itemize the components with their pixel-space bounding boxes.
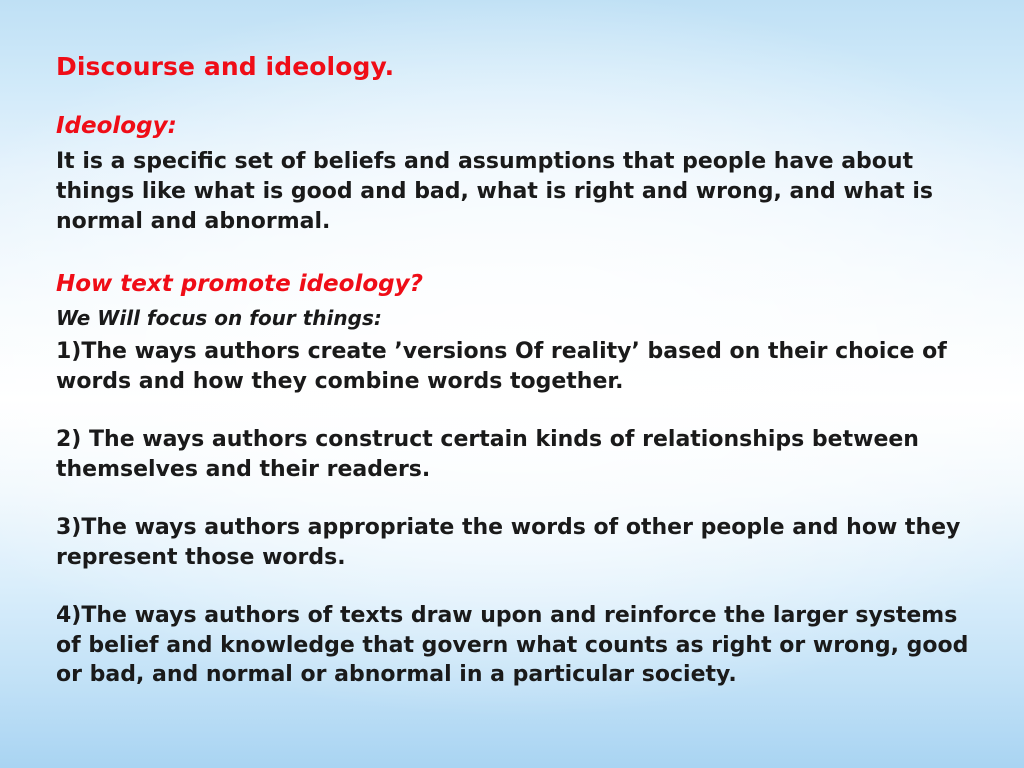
list-item: 2) The ways authors construct certain kinds of relationships between themselves and their readers. xyxy=(56,427,919,482)
spacer xyxy=(56,397,972,425)
section-body-ideology: It is a specific set of beliefs and assumptions that people have about things like what is good and bad, what is right and wrong, and what is normal and abnormal. xyxy=(56,148,934,234)
spacer xyxy=(56,236,972,270)
section-heading-how-text-promote-ideology: How text promote ideology? xyxy=(56,271,423,298)
section-subheading-focus: We Will focus on four things: xyxy=(56,306,382,331)
list-item: 4)The ways authors of texts draw upon and reinforce the larger systems of belief and knowledge that govern what counts as right or wrong, good or bad, and normal or abnormal in a particular society. xyxy=(56,602,969,688)
list-item: 1)The ways authors create ’versions Of reality’ based on their choice of words and how they combine words together. xyxy=(56,339,947,395)
spacer xyxy=(56,573,972,601)
section-heading-ideology: Ideology: xyxy=(56,113,177,139)
slide-content xyxy=(56,52,972,690)
list-item: 3)The ways authors appropriate the words of other people and how they represent those words. xyxy=(56,514,961,570)
page-title: Discourse and ideology. xyxy=(56,52,395,81)
spacer xyxy=(56,485,972,513)
